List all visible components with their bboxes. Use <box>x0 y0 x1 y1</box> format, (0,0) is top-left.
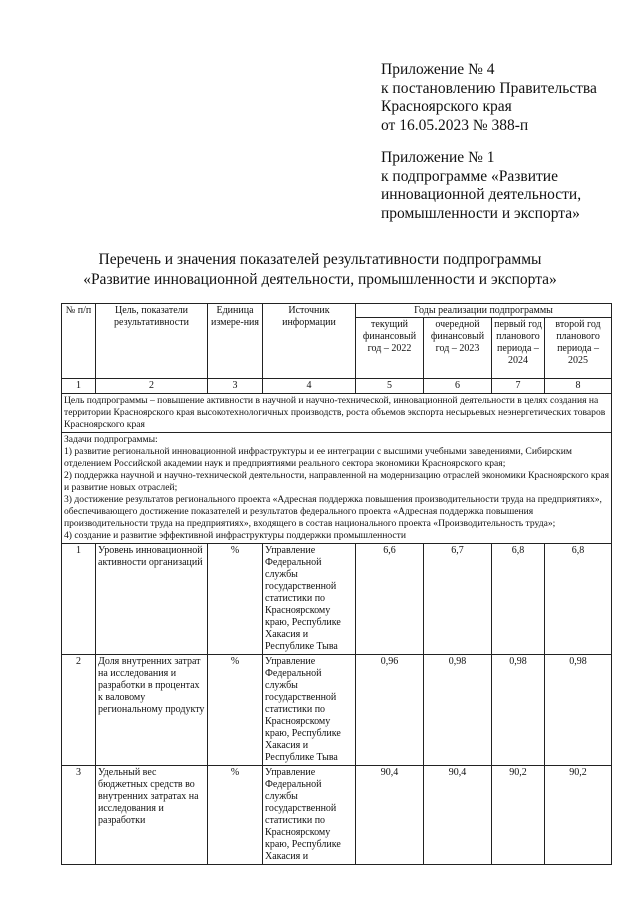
header-goal: Цель, показатели результативности <box>96 304 208 379</box>
appendix-line: промышленности и экспорта» <box>381 204 580 222</box>
value-2024: 0,98 <box>492 655 545 766</box>
appendix-line: к подпрограмме «Развитие <box>381 167 558 185</box>
row-num: 3 <box>62 766 96 865</box>
value-2025: 6,8 <box>545 544 612 655</box>
col-number: 3 <box>208 379 263 394</box>
value-2022: 6,6 <box>356 544 424 655</box>
value-2024: 6,8 <box>492 544 545 655</box>
value-2024: 90,2 <box>492 766 545 865</box>
goal-row <box>62 394 612 433</box>
table-row <box>62 655 612 766</box>
header-year-2024: первый год планового периода – 2024 <box>492 318 545 379</box>
appendix-1-header <box>381 149 581 223</box>
header-row <box>62 304 612 318</box>
header-years-group: Годы реализации подпрограммы <box>356 304 612 318</box>
tasks-row <box>62 433 612 544</box>
indicator-unit: % <box>208 766 263 865</box>
appendix-line: инновационной деятельности, <box>381 186 582 203</box>
indicator-name: Уровень инновационной активности организаций <box>96 544 208 655</box>
col-number: 5 <box>356 379 424 394</box>
indicator-unit: % <box>208 544 263 655</box>
col-number: 7 <box>492 379 545 394</box>
value-2022: 90,4 <box>356 766 424 865</box>
value-2023: 0,98 <box>424 655 492 766</box>
subprogram-goal: Цель подпрограммы – повышение активности в научной и научно-технической, инновационной деятельности в целях создания на территории Красноярского края высокотехнологичных производств, роста объемов экспорта несырьевых неэнергетических товаров Красноярского края <box>62 394 612 433</box>
value-2025: 90,2 <box>545 766 612 865</box>
task-item: 3) достижение результатов регионального проекта «Адресная поддержка повышения производительности труда на предприятиях», обеспечивающего достижение показателей и результатов федерального проекта «Адресная поддержка повышения производительности труда на предприятиях», входящего в состав национального проекта «Производительность труда»; <box>64 494 602 529</box>
value-2025: 0,98 <box>545 655 612 766</box>
header-source: Источник информации <box>263 304 356 379</box>
col-number: 4 <box>263 379 356 394</box>
col-number: 1 <box>62 379 96 394</box>
task-item: 2) поддержка научной и научно-технической деятельности, направленной на модернизацию отраслей экономики Красноярского края и развитие новых отраслей; <box>64 470 610 493</box>
header-year-2022: текущий финансовый год – 2022 <box>356 318 424 379</box>
indicator-source: Управление Федеральной службы государственной статистики по Красноярскому краю, Республике Хакасия и Республике Тыва <box>263 544 356 655</box>
appendix-line: Приложение № 1 <box>381 149 495 166</box>
appendix-line: к постановлению Правительства <box>381 79 597 97</box>
col-number: 6 <box>424 379 492 394</box>
col-number: 2 <box>96 379 208 394</box>
col-number: 8 <box>545 379 612 394</box>
value-2022: 0,96 <box>356 655 424 766</box>
indicator-source: Управление Федеральной службы государственной статистики по Красноярскому краю, Республике Хакасия и <box>263 766 356 865</box>
value-2023: 6,7 <box>424 544 492 655</box>
indicator-unit: % <box>208 655 263 766</box>
header-num: № п/п <box>62 304 96 379</box>
document-title <box>0 250 640 290</box>
tasks-heading: Задачи подпрограммы: <box>64 434 158 445</box>
row-num: 2 <box>62 655 96 766</box>
table-row <box>62 766 612 865</box>
header-unit: Единица измере-ния <box>208 304 263 379</box>
appendix-line: от 16.05.2023 № 388-п <box>381 116 529 134</box>
title-line-2: «Развитие инновационной деятельности, промышленности и экспорта» <box>83 271 557 288</box>
table-row <box>62 544 612 655</box>
appendix-line: Красноярского края <box>381 98 512 115</box>
indicators-table <box>61 303 612 865</box>
appendix-4-header <box>381 61 597 135</box>
indicator-name: Доля внутренних затрат на исследования и разработки в процентах к валовому региональному продукту <box>96 655 208 766</box>
task-item: 1) развитие региональной инновационной инфраструктуры и ее интеграции с высшими учебными заведениями, Сибирским отделением Российской академии наук и предприятиями реального сектора экономики Красноярского края; <box>64 446 572 469</box>
column-number-row <box>62 379 612 394</box>
appendix-line: Приложение № 4 <box>381 61 495 78</box>
value-2023: 90,4 <box>424 766 492 865</box>
subprogram-tasks <box>62 433 612 544</box>
header-year-2023: очередной финансовый год – 2023 <box>424 318 492 379</box>
task-item: 4) создание и развитие эффективной инфраструктуры поддержки промышленности <box>64 530 406 541</box>
title-line-1: Перечень и значения показателей результативности подпрограммы <box>98 251 542 268</box>
indicator-source: Управление Федеральной службы государственной статистики по Красноярскому краю, Республике Хакасия и Республике Тыва <box>263 655 356 766</box>
header-year-2025: второй год планового периода – 2025 <box>545 318 612 379</box>
row-num: 1 <box>62 544 96 655</box>
indicator-name: Удельный вес бюджетных средств во внутренних затратах на исследования и разработки <box>96 766 208 865</box>
